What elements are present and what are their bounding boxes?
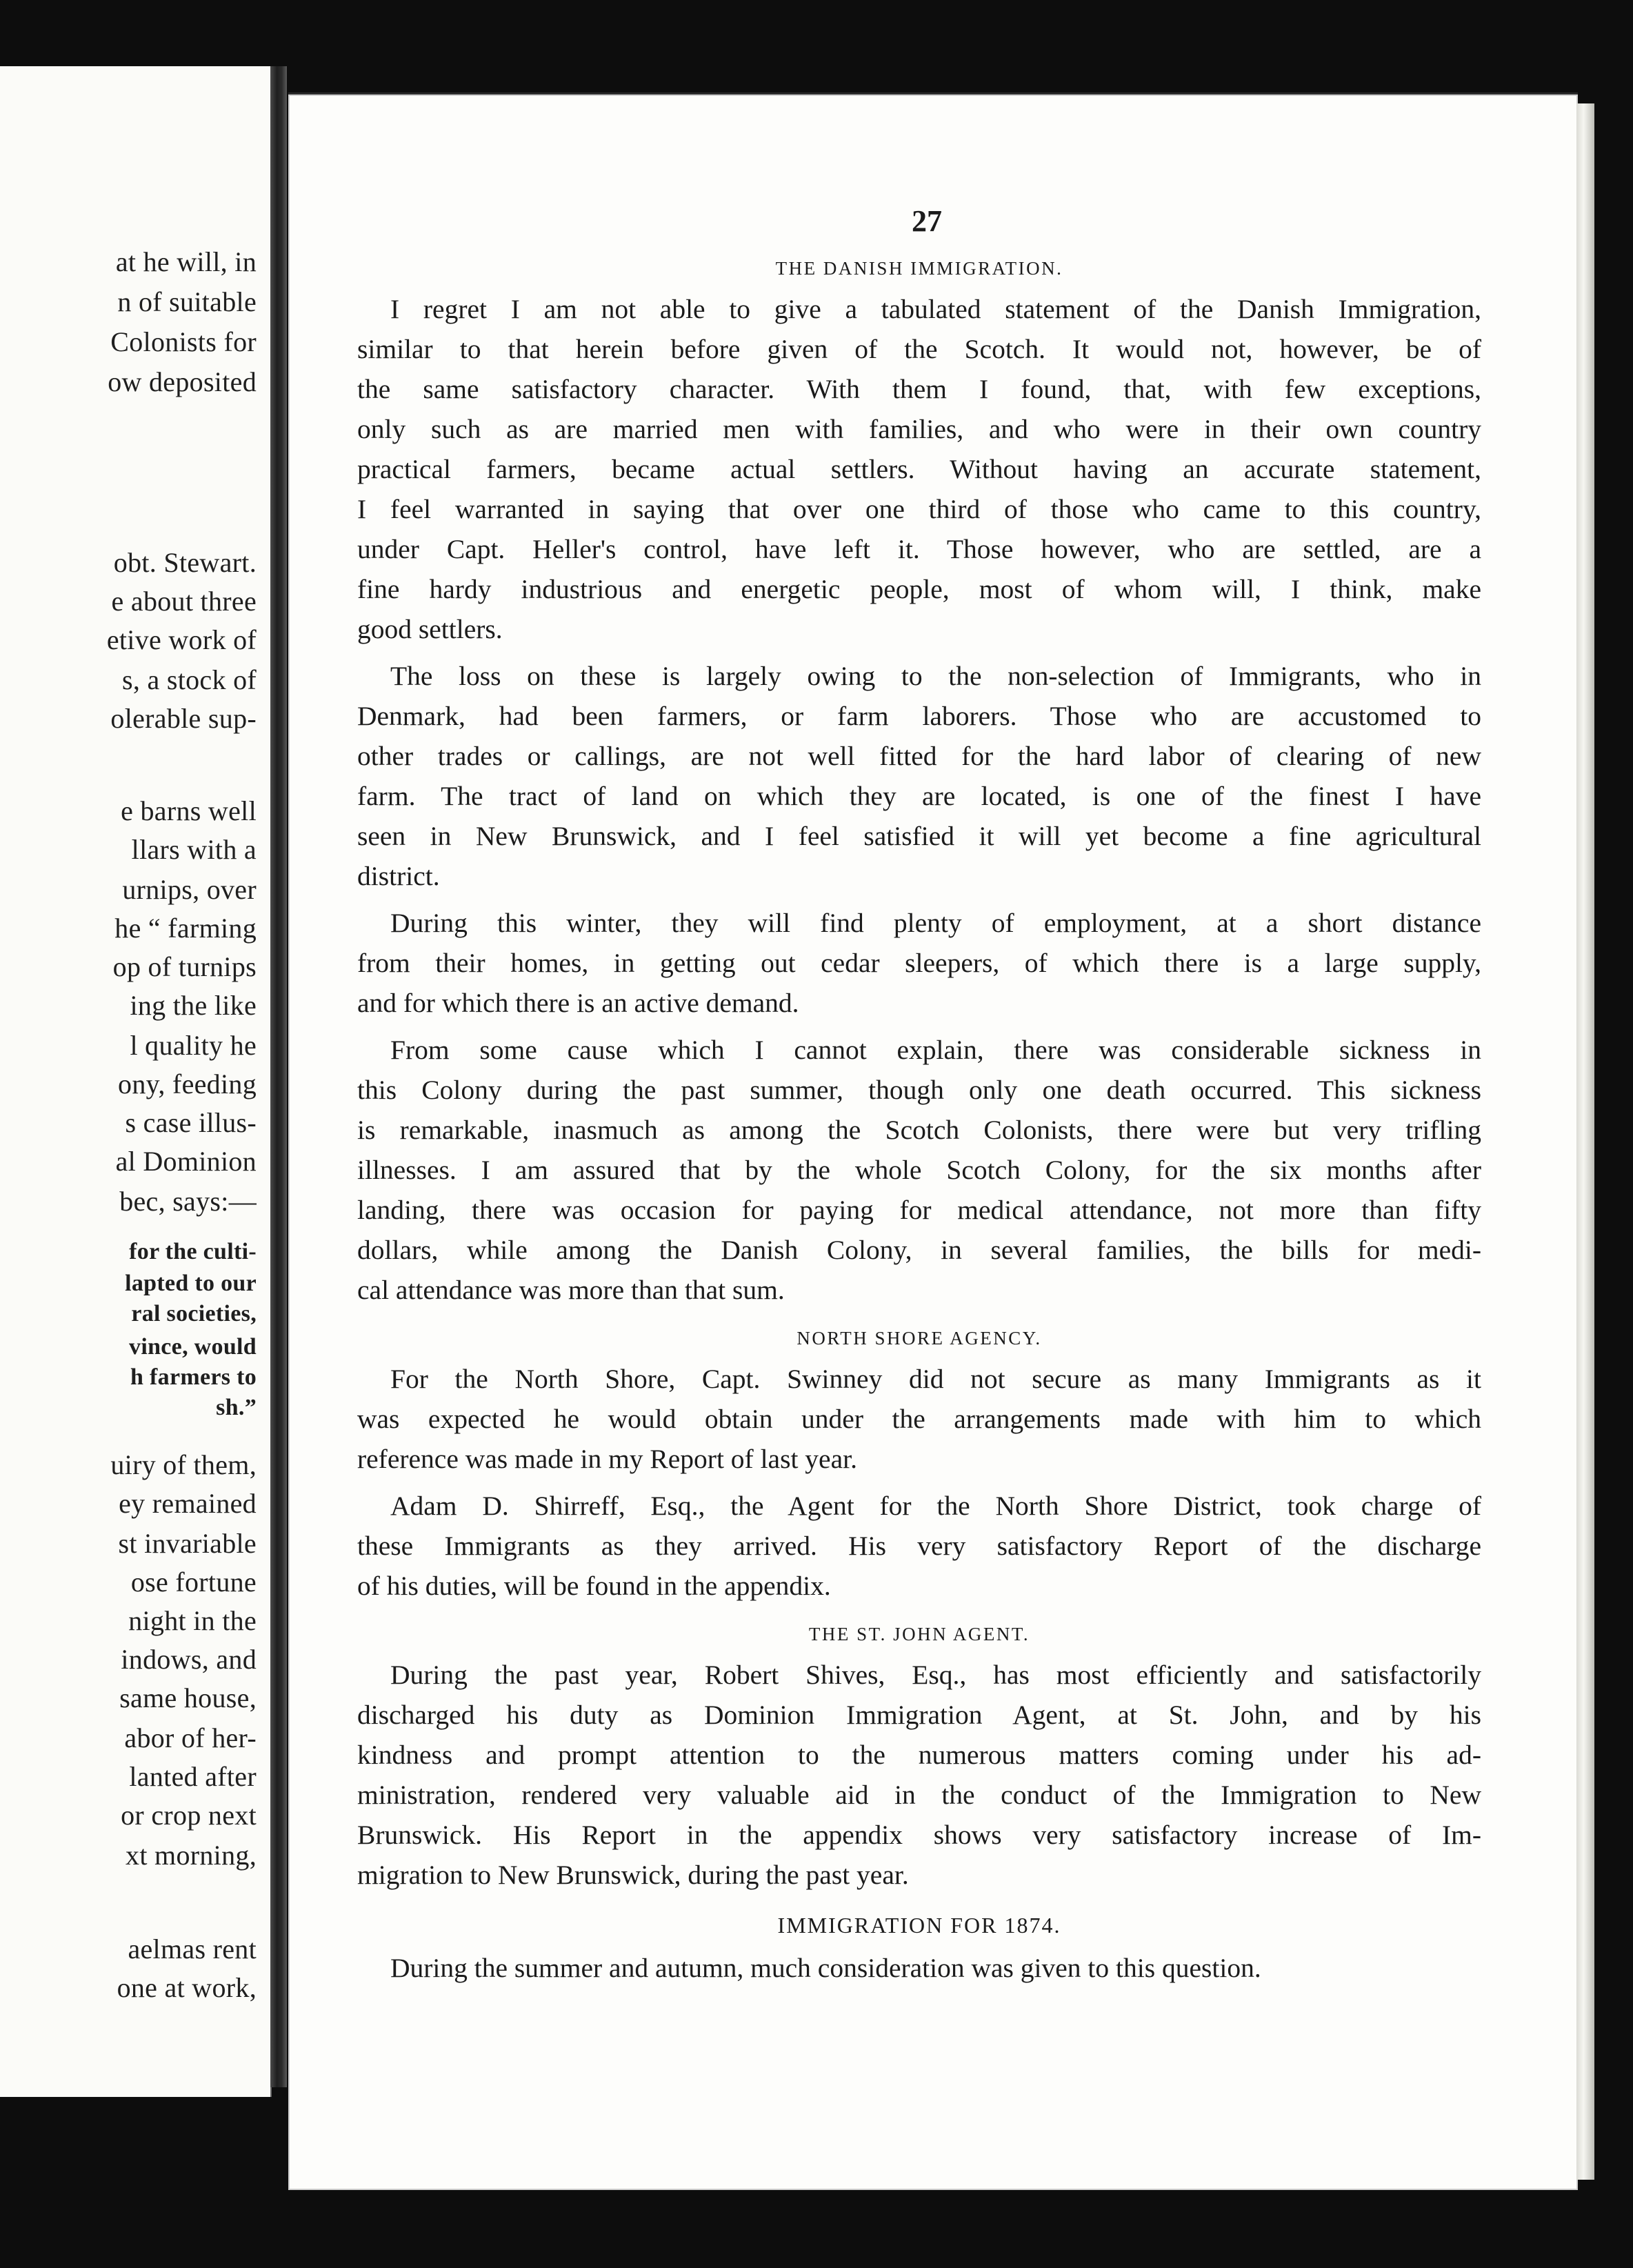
left-page-line: etive work of (106, 624, 257, 655)
left-page-line: sh.” (216, 1395, 257, 1420)
text-line: For the North Shore, Capt. Swinney did not secure as many Immigrants as it (390, 1364, 1481, 1394)
text-line: kindness and prompt attention to the numerous matters coming under his ad- (357, 1740, 1481, 1770)
left-page-line: vince, would (129, 1334, 257, 1360)
text-line: landing, there was occasion for paying for medical attendance, not more than fifty (357, 1195, 1481, 1225)
left-page-line: lapted to our (125, 1271, 257, 1296)
left-page-line: e about three (111, 586, 257, 617)
text-line: of his duties, will be found in the appendix. (357, 1571, 831, 1601)
book-spine (270, 66, 287, 2087)
left-page-line: al Dominion (115, 1146, 257, 1177)
left-page-line: xt morning, (126, 1840, 257, 1871)
left-page-line: urnips, over (122, 874, 257, 905)
left-page-line: abor of her- (124, 1722, 257, 1753)
left-page-line: ose fortune (130, 1566, 257, 1598)
left-page-line: for the culti- (129, 1239, 257, 1264)
left-page-line: aelmas rent (128, 1933, 257, 1964)
paragraph (357, 1948, 1481, 1988)
text-line: I regret I am not able to give a tabulated statement of the Danish Immigration, (390, 294, 1481, 324)
left-page-line: Colonists for (110, 326, 257, 357)
left-page-line: llars with a (131, 834, 257, 865)
left-page-line: s case illus- (125, 1107, 257, 1138)
text-line: The loss on these is largely owing to the non-selection of Immigrants, who in (390, 661, 1481, 691)
section-heading: THE ST. JOHN AGENT. (808, 1624, 1030, 1644)
left-page-line: uiry of them, (110, 1449, 257, 1480)
left-page-line: e barns well (121, 795, 257, 826)
text-line: farm. The tract of land on which they are located, is one of the finest I have (357, 781, 1481, 811)
left-page-line: night in the (128, 1605, 257, 1636)
left-page-line: indows, and (121, 1644, 257, 1675)
text-line: dollars, while among the Danish Colony, in several families, the bills for medi- (357, 1235, 1481, 1265)
paragraph (357, 656, 1481, 896)
left-page-line: obt. Stewart. (113, 547, 257, 578)
left-page-line: op of turnips (112, 951, 257, 982)
left-page-line: ow deposited (108, 366, 257, 397)
text-line: from their homes, in getting out cedar sleepers, of which there is a large supply, (357, 948, 1481, 978)
text-line: other trades or callings, are not well fitted for the hard labor of clearing of new (357, 741, 1481, 771)
text-line: reference was made in my Report of last year. (357, 1444, 857, 1474)
sections (357, 258, 1481, 2006)
section-heading: IMMIGRATION FOR 1874. (777, 1913, 1061, 1938)
text-line: During the past year, Robert Shives, Esq., has most efficiently and satisfactorily (390, 1660, 1481, 1690)
left-page-line: n of suitable (117, 286, 257, 317)
text-line: Denmark, had been farmers, or farm laborers. Those who are accustomed to (357, 701, 1481, 731)
page-text (357, 203, 1481, 2006)
text-line: Brunswick. His Report in the appendix shows very satisfactory increase of Im- (357, 1820, 1481, 1850)
text-line: is remarkable, inasmuch as among the Scotch Colonists, there were but very trifling (357, 1115, 1481, 1145)
text-line: district. (357, 861, 440, 891)
text-line: discharged his duty as Dominion Immigration Agent, at St. John, and by his (357, 1700, 1481, 1730)
paragraph (357, 1359, 1481, 1479)
page-edge (1576, 103, 1594, 2180)
left-page-line: h farmers to (130, 1364, 257, 1390)
left-page-line: same house, (119, 1682, 257, 1713)
text-line: migration to New Brunswick, during the past year. (357, 1860, 909, 1890)
left-page-line: or crop next (121, 1800, 257, 1831)
text-line: only such as are married men with families, and who were in their own country (357, 414, 1481, 444)
text-line: ministration, rendered very valuable aid in the conduct of the Immigration to New (357, 1780, 1481, 1810)
text-line: these Immigrants as they arrived. His very satisfactory Report of the discharge (357, 1531, 1481, 1561)
left-page-line: olerable sup- (110, 703, 257, 734)
left-page-line: at he will, in (115, 246, 257, 277)
section-heading: NORTH SHORE AGENCY. (797, 1328, 1042, 1349)
text-line: From some cause which I cannot explain, there was considerable sickness in (390, 1035, 1481, 1065)
text-line: During the summer and autumn, much consideration was given to this question. (390, 1953, 1261, 1983)
paragraph (357, 903, 1481, 1023)
text-line: good settlers. (357, 614, 503, 644)
text-line: fine hardy industrious and energetic people, most of whom will, I think, make (357, 574, 1481, 604)
text-line: seen in New Brunswick, and I feel satisfied it will yet become a fine agricultural (357, 821, 1481, 851)
section-heading: THE DANISH IMMIGRATION. (775, 258, 1063, 279)
text-line: similar to that herein before given of the Scotch. It would not, however, be of (357, 334, 1481, 364)
text-line: During this winter, they will find plenty of employment, at a short distance (390, 908, 1481, 938)
page-number: 27 (912, 204, 942, 238)
text-line: illnesses. I am assured that by the whole Scotch Colony, for the six months after (357, 1155, 1481, 1185)
text-line: cal attendance was more than that sum. (357, 1275, 785, 1305)
text-line: practical farmers, became actual settlers. Without having an accurate statement, (357, 454, 1481, 484)
text-line: Adam D. Shirreff, Esq., the Agent for the North Shore District, took charge of (390, 1491, 1481, 1521)
text-line: under Capt. Heller's control, have left it. Those however, who are settled, are a (357, 534, 1481, 564)
paragraph (357, 1486, 1481, 1606)
text-line: and for which there is an active demand. (357, 988, 799, 1018)
left-page-line: he “ farming (114, 913, 257, 944)
left-page-line: bec, says:— (119, 1186, 257, 1217)
left-page-line: l quality he (130, 1030, 257, 1061)
paragraph (357, 1655, 1481, 1895)
paragraph (357, 289, 1481, 649)
left-page-line: ing the like (130, 990, 257, 1021)
text-line: this Colony during the past summer, though only one death occurred. This sickness (357, 1075, 1481, 1105)
left-page-line: ony, feeding (118, 1068, 257, 1100)
left-page-line: ey remained (119, 1488, 257, 1519)
left-page-line: s, a stock of (122, 664, 257, 695)
left-facing-page (0, 66, 272, 2097)
left-page-line: one at work, (117, 1972, 257, 2003)
left-page-line: ral societies, (131, 1301, 257, 1326)
main-page (288, 92, 1578, 2190)
left-page-line: st invariable (118, 1528, 257, 1559)
text-line: I feel warranted in saying that over one third of those who came to this country, (357, 494, 1481, 524)
text-line: was expected he would obtain under the arrangements made with him to which (357, 1404, 1481, 1434)
text-line: the same satisfactory character. With them I found, that, with few exceptions, (357, 374, 1481, 404)
paragraph (357, 1030, 1481, 1310)
left-page-line: lanted after (129, 1761, 257, 1792)
